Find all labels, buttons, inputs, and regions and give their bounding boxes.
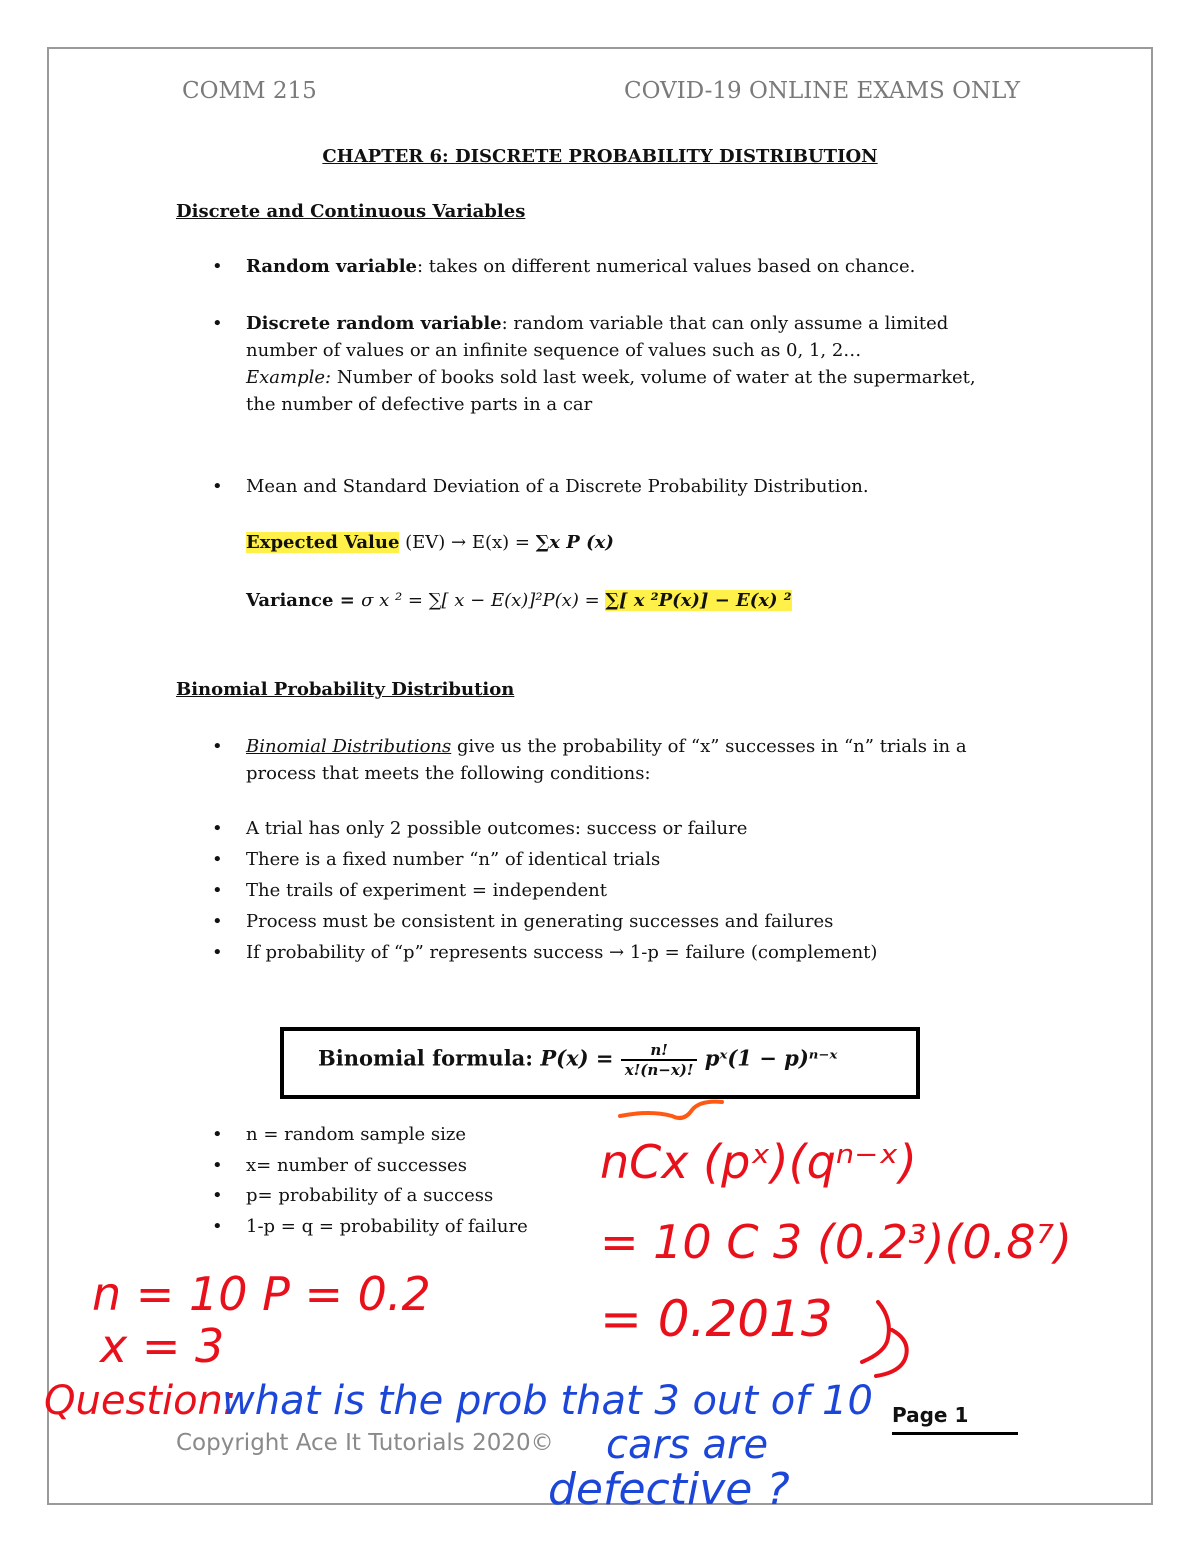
page-number: Page 1 (892, 1403, 969, 1427)
variance-label: Variance = (246, 590, 362, 611)
hw-given-n-p: n = 10 P = 0.2 (92, 1267, 431, 1321)
bullet: • (212, 256, 223, 277)
hw-question-text: what is the prob that 3 out of 10 (222, 1378, 873, 1424)
hw-step-1: nCx (pˣ)(qⁿ⁻ˣ) (600, 1135, 917, 1189)
definition: : random variable that can only assume a limited (501, 313, 949, 334)
condition-item: Process must be consistent in generating successes and failures (246, 911, 834, 932)
definition-item: x= number of successes (246, 1155, 467, 1176)
header-course: COMM 215 (182, 78, 317, 104)
bullet: • (212, 849, 223, 870)
line: the number of defective parts in a car (246, 394, 593, 415)
ev-formula: ∑x P (x) (535, 532, 614, 553)
hw-question-text-3: defective ? (548, 1464, 790, 1515)
chapter-title: CHAPTER 6: DISCRETE PROBABILITY DISTRIBUTION (322, 146, 878, 167)
bullet: • (212, 736, 223, 757)
bullet: • (212, 476, 223, 497)
hw-step-3: = 0.2013 (600, 1290, 833, 1348)
expected-value-label: Expected Value (246, 532, 400, 553)
formula-lhs: P(x) = (540, 1045, 614, 1071)
orange-brace (620, 1102, 722, 1118)
definition-item: n = random sample size (246, 1124, 467, 1145)
formula-rhs: pˣ(1 − p)ⁿ⁻ˣ (704, 1045, 838, 1071)
variance-shortcut: ∑[ x ²P(x)] − E(x) ² (605, 590, 792, 611)
line: process that meets the following conditions: (246, 763, 651, 784)
variance-expr: σ x ² = ∑[ x − E(x)]²P(x) = (361, 590, 606, 611)
condition-item: The trails of experiment = independent (246, 880, 607, 901)
hw-question-label: Question: (44, 1378, 237, 1424)
term: Random variable (246, 256, 418, 277)
mean-sd-item: Mean and Standard Deviation of a Discrete Probability Distribution. (246, 476, 869, 497)
copyright: Copyright Ace It Tutorials 2020© (176, 1430, 554, 1456)
bullet: • (212, 911, 223, 932)
header-exam-note: COVID-19 ONLINE EXAMS ONLY (624, 78, 1021, 104)
bullet: • (212, 1155, 223, 1176)
section-heading-binomial: Binomial Probability Distribution (176, 679, 515, 700)
definition-item: p= probability of a success (246, 1185, 494, 1206)
bullet: • (212, 880, 223, 901)
bullet: • (212, 818, 223, 839)
example-label: Example: (246, 367, 332, 388)
fraction-denominator: x!(n−x)! (624, 1061, 694, 1079)
example-text: Number of books sold last week, volume of water at the supermarket, (331, 367, 976, 388)
bullet: • (212, 1185, 223, 1206)
hw-question-text-2: cars are (606, 1422, 769, 1468)
term: Discrete random variable (246, 313, 502, 334)
condition-item: If probability of “p” represents success → 1-p = failure (complement) (246, 942, 878, 963)
definition: : takes on different numerical values based on chance. (417, 256, 916, 277)
intro-text: give us the probability of “x” successes in “n” trials in a (451, 736, 967, 757)
condition-item: There is a fixed number “n” of identical trials (246, 849, 661, 870)
bullet: • (212, 313, 223, 334)
hw-given-x: x = 3 (100, 1319, 225, 1373)
definition-item: 1-p = q = probability of failure (246, 1216, 528, 1237)
line: number of values or an infinite sequence of values such as 0, 1, 2… (246, 340, 862, 361)
section-heading-discrete: Discrete and Continuous Variables (176, 201, 526, 222)
fraction-numerator: n! (621, 1041, 698, 1061)
bullet: • (212, 1124, 223, 1145)
hw-step-2: = 10 C 3 (0.2³)(0.8⁷) (600, 1215, 1072, 1269)
bullet: • (212, 942, 223, 963)
hw-answer-bracket (862, 1302, 907, 1376)
binomial-term: Binomial Distributions (246, 736, 452, 757)
ev-rest: (EV) → E(x) = (399, 532, 536, 553)
bullet: • (212, 1216, 223, 1237)
condition-item: A trial has only 2 possible outcomes: success or failure (246, 818, 748, 839)
formula-label: Binomial formula: (318, 1045, 534, 1071)
